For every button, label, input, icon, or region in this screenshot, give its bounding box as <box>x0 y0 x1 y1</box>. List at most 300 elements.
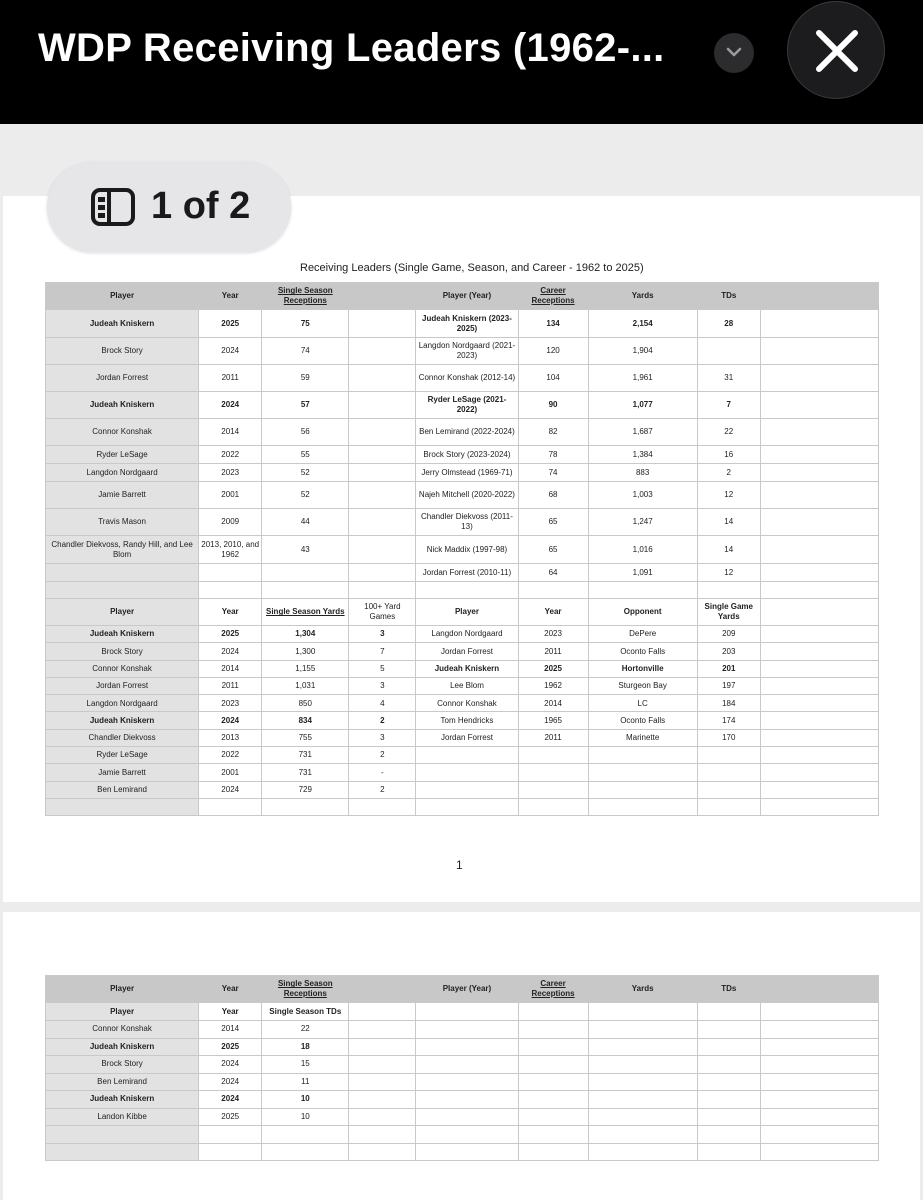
table-cell <box>588 1021 697 1039</box>
table-cell: Nick Maddix (1997-98) <box>416 536 518 564</box>
table-cell: 2014 <box>518 695 588 712</box>
table-cell <box>349 1126 416 1144</box>
table-cell: 2 <box>349 712 416 729</box>
table-cell <box>760 1038 878 1056</box>
table-cell: 2023 <box>518 626 588 643</box>
table-row <box>46 509 879 536</box>
table-cell: Connor Konshak (2012-14) <box>416 365 518 392</box>
table-title: Receiving Leaders (Single Game, Season, and Career - 1962 to 2025) <box>300 262 644 274</box>
table-cell: Ryder LeSage <box>46 446 199 464</box>
column-header <box>349 976 416 1003</box>
column-header <box>349 1003 416 1021</box>
column-header: Single Season Yards <box>262 599 349 626</box>
table-row <box>46 446 879 464</box>
table-cell <box>697 1038 760 1056</box>
expand-title-button[interactable] <box>714 33 754 73</box>
table-cell <box>349 419 416 446</box>
table-cell <box>416 1073 518 1091</box>
table-cell: 2024 <box>199 1073 262 1091</box>
column-header: Player <box>46 1003 199 1021</box>
table-cell <box>760 712 878 729</box>
table-cell: 1,300 <box>262 643 349 660</box>
table-row <box>46 1091 879 1109</box>
table-cell: 2 <box>349 747 416 764</box>
table-cell: 2024 <box>199 781 262 798</box>
table-cell <box>588 1056 697 1074</box>
table-cell <box>518 1143 588 1161</box>
table-cell <box>760 677 878 694</box>
table-cell: 834 <box>262 712 349 729</box>
table-cell: Ryder LeSage (2021-2022) <box>416 392 518 419</box>
table-cell: Jamie Barrett <box>46 764 199 781</box>
chevron-down-icon <box>724 45 744 61</box>
table-cell <box>760 660 878 677</box>
table-cell <box>588 1091 697 1109</box>
table-cell: 2024 <box>199 338 262 365</box>
column-header: Career Receptions <box>518 976 588 1003</box>
table-cell: Lee Blom <box>416 677 518 694</box>
table-cell <box>588 1143 697 1161</box>
close-icon <box>813 27 861 75</box>
column-header: TDs <box>697 976 760 1003</box>
table-cell: 52 <box>262 482 349 509</box>
table-cell: 883 <box>588 464 697 482</box>
table-cell <box>349 509 416 536</box>
page-indicator[interactable] <box>47 162 291 252</box>
table-cell: 1,155 <box>262 660 349 677</box>
table-cell: Brock Story <box>46 1056 199 1074</box>
table-row <box>46 1021 879 1039</box>
table-cell <box>697 1126 760 1144</box>
table-cell <box>760 1143 878 1161</box>
table-cell: 7 <box>697 392 760 419</box>
column-header: Year <box>199 283 262 310</box>
column-header: Year <box>518 599 588 626</box>
table-cell <box>349 392 416 419</box>
table-cell <box>760 582 878 599</box>
column-header: Player <box>416 599 518 626</box>
table-row <box>46 536 879 564</box>
table-cell <box>518 1038 588 1056</box>
table-cell <box>416 1021 518 1039</box>
table-cell: Judeah Kniskern <box>46 712 199 729</box>
table-cell: 2 <box>697 464 760 482</box>
table-cell <box>760 798 878 815</box>
column-header: Career Receptions <box>518 283 588 310</box>
table-cell <box>518 781 588 798</box>
table-cell: 59 <box>262 365 349 392</box>
table-row <box>46 310 879 338</box>
page-indicator-label: 1 of 2 <box>151 185 251 227</box>
table-cell: 3 <box>349 626 416 643</box>
table-cell <box>697 1021 760 1039</box>
table-cell: 1,247 <box>588 509 697 536</box>
table-cell <box>262 1143 349 1161</box>
table-cell: 184 <box>697 695 760 712</box>
table-cell <box>349 582 416 599</box>
table-cell <box>46 798 199 815</box>
table-cell: 65 <box>518 536 588 564</box>
table-cell: 2011 <box>518 729 588 746</box>
table-cell: 1,384 <box>588 446 697 464</box>
table-cell: Judeah Kniskern <box>46 626 199 643</box>
table-cell: Jamie Barrett <box>46 482 199 509</box>
table-row <box>46 712 879 729</box>
table-cell: 174 <box>697 712 760 729</box>
table-cell: 14 <box>697 509 760 536</box>
table-cell <box>349 446 416 464</box>
table-cell: Tom Hendricks <box>416 712 518 729</box>
table-cell <box>760 564 878 582</box>
table-cell: Judeah Kniskern <box>46 392 199 419</box>
table-cell: 16 <box>697 446 760 464</box>
table-cell <box>349 482 416 509</box>
table-cell: Brock Story <box>46 338 199 365</box>
table-cell <box>760 695 878 712</box>
table-cell <box>697 764 760 781</box>
table-cell: Langdon Nordgaard <box>46 464 199 482</box>
table-cell <box>760 643 878 660</box>
table-cell <box>349 1073 416 1091</box>
table-cell <box>416 582 518 599</box>
table-cell: 2001 <box>199 764 262 781</box>
table-row <box>46 419 879 446</box>
column-header <box>760 1003 878 1021</box>
table-cell: LC <box>588 695 697 712</box>
table-cell: 56 <box>262 419 349 446</box>
table-cell <box>518 798 588 815</box>
table-cell: 2023 <box>199 695 262 712</box>
table-cell <box>416 1126 518 1144</box>
table-cell <box>46 564 199 582</box>
table-cell: 82 <box>518 419 588 446</box>
table-cell: 5 <box>349 660 416 677</box>
table-cell: 74 <box>518 464 588 482</box>
column-header: Player (Year) <box>416 976 518 1003</box>
column-header <box>349 283 416 310</box>
table-cell <box>262 1126 349 1144</box>
table-cell: 2014 <box>199 419 262 446</box>
table-cell <box>760 1073 878 1091</box>
table-row <box>46 626 879 643</box>
table-cell: Langdon Nordgaard <box>416 626 518 643</box>
table-cell: Connor Konshak <box>46 1021 199 1039</box>
table-cell: 65 <box>518 509 588 536</box>
table-cell: 2024 <box>199 1091 262 1109</box>
table-cell <box>349 798 416 815</box>
table-cell: Ryder LeSage <box>46 747 199 764</box>
table-cell: Marinette <box>588 729 697 746</box>
table-cell: 2024 <box>199 712 262 729</box>
table-cell: 197 <box>697 677 760 694</box>
table-cell <box>588 1126 697 1144</box>
table-cell: Ben Lemirand <box>46 1073 199 1091</box>
table-cell: Jordan Forrest <box>46 365 199 392</box>
table-cell <box>416 764 518 781</box>
table-cell: Jordan Forrest <box>416 729 518 746</box>
table-cell: Ben Lemirand (2022-2024) <box>416 419 518 446</box>
column-header: Player (Year) <box>416 283 518 310</box>
table-cell <box>697 747 760 764</box>
table-cell <box>416 1143 518 1161</box>
table-cell: 2011 <box>199 677 262 694</box>
table-cell: Langdon Nordgaard <box>46 695 199 712</box>
close-button[interactable] <box>787 1 885 99</box>
table-row <box>46 564 879 582</box>
page-sidebar-icon <box>91 188 135 226</box>
table-row <box>46 1126 879 1144</box>
table-cell: 90 <box>518 392 588 419</box>
column-header <box>697 1003 760 1021</box>
table-cell: 2013, 2010, and 1962 <box>199 536 262 564</box>
table-row <box>46 338 879 365</box>
table-cell: 1,077 <box>588 392 697 419</box>
table-cell <box>697 1143 760 1161</box>
table-cell <box>760 464 878 482</box>
table-cell: 1,687 <box>588 419 697 446</box>
table-cell: 52 <box>262 464 349 482</box>
table-cell <box>760 392 878 419</box>
table-cell: Jordan Forrest (2010-11) <box>416 564 518 582</box>
table-cell <box>697 1073 760 1091</box>
table-cell <box>518 1073 588 1091</box>
table-cell: 28 <box>697 310 760 338</box>
table-cell <box>518 1056 588 1074</box>
table-row <box>46 1038 879 1056</box>
column-header: Single Season TDs <box>262 1003 349 1021</box>
column-header: Player <box>46 283 199 310</box>
table-cell: Jordan Forrest <box>416 643 518 660</box>
table-cell <box>697 1108 760 1126</box>
table-cell <box>349 365 416 392</box>
table-row <box>46 392 879 419</box>
table-cell <box>518 1021 588 1039</box>
table-cell: 68 <box>518 482 588 509</box>
table-cell: Judeah Kniskern <box>46 310 199 338</box>
table-cell: - <box>349 764 416 781</box>
table-cell <box>349 1021 416 1039</box>
table-cell: Connor Konshak <box>46 660 199 677</box>
table-cell: 57 <box>262 392 349 419</box>
table-cell: 14 <box>697 536 760 564</box>
table-cell <box>760 781 878 798</box>
table-cell: 12 <box>697 564 760 582</box>
table-cell <box>349 464 416 482</box>
table-cell: 43 <box>262 536 349 564</box>
table-cell <box>199 564 262 582</box>
table-cell: 134 <box>518 310 588 338</box>
table-cell <box>760 365 878 392</box>
table-cell: Sturgeon Bay <box>588 677 697 694</box>
table-cell <box>199 1126 262 1144</box>
column-header: Yards <box>588 283 697 310</box>
table-cell <box>46 1126 199 1144</box>
table-cell <box>518 747 588 764</box>
table-cell: Ben Lemirand <box>46 781 199 798</box>
table-cell: 104 <box>518 365 588 392</box>
table-cell: 1,031 <box>262 677 349 694</box>
table-row <box>46 695 879 712</box>
header-row <box>46 599 879 626</box>
table-cell: 2024 <box>199 392 262 419</box>
table-cell <box>349 310 416 338</box>
column-header: TDs <box>697 283 760 310</box>
table-cell: 1,304 <box>262 626 349 643</box>
table-cell <box>262 564 349 582</box>
table-cell <box>760 536 878 564</box>
table-row <box>46 365 879 392</box>
table-cell <box>760 1021 878 1039</box>
table-cell <box>760 338 878 365</box>
column-header: Player <box>46 599 199 626</box>
table-row <box>46 1143 879 1161</box>
table-cell <box>262 798 349 815</box>
table-cell: 2024 <box>199 643 262 660</box>
column-header: Player <box>46 976 199 1003</box>
table-cell: 2011 <box>518 643 588 660</box>
table-cell: 170 <box>697 729 760 746</box>
table-cell: 3 <box>349 677 416 694</box>
receiving-leaders-table <box>45 282 879 816</box>
table-cell <box>588 582 697 599</box>
table-cell: 11 <box>262 1073 349 1091</box>
table-cell <box>199 1143 262 1161</box>
table-row <box>46 464 879 482</box>
table-cell <box>416 1056 518 1074</box>
table-cell: 731 <box>262 747 349 764</box>
table-cell: Langdon Nordgaard (2021-2023) <box>416 338 518 365</box>
table-cell: 209 <box>697 626 760 643</box>
table-cell: 64 <box>518 564 588 582</box>
table-cell <box>349 1056 416 1074</box>
table-cell: 3 <box>349 729 416 746</box>
column-header: Year <box>199 1003 262 1021</box>
header-row <box>46 976 879 1003</box>
table-cell: 2013 <box>199 729 262 746</box>
table-cell <box>518 1091 588 1109</box>
table-cell <box>349 564 416 582</box>
column-header: Single Game Yards <box>697 599 760 626</box>
table-cell <box>760 747 878 764</box>
table-cell <box>760 1126 878 1144</box>
table-cell <box>518 764 588 781</box>
table-cell: 2024 <box>199 1056 262 1074</box>
table-cell <box>349 338 416 365</box>
touchdowns-table <box>45 975 879 1161</box>
table-cell: 78 <box>518 446 588 464</box>
table-cell: 18 <box>262 1038 349 1056</box>
table-cell: 55 <box>262 446 349 464</box>
table-cell: 2025 <box>518 660 588 677</box>
table-row <box>46 660 879 677</box>
table-cell: 203 <box>697 643 760 660</box>
column-header <box>416 1003 518 1021</box>
table-cell <box>697 1056 760 1074</box>
table-cell <box>760 1091 878 1109</box>
table-cell <box>416 1038 518 1056</box>
table-row <box>46 1056 879 1074</box>
table-cell <box>588 781 697 798</box>
table-cell: 201 <box>697 660 760 677</box>
table-cell: 1965 <box>518 712 588 729</box>
table-cell: Chandler Diekvoss, Randy Hill, and Lee Blom <box>46 536 199 564</box>
table-cell <box>588 747 697 764</box>
table-row <box>46 1108 879 1126</box>
table-cell <box>416 798 518 815</box>
table-cell <box>760 310 878 338</box>
table-cell: 44 <box>262 509 349 536</box>
table-cell <box>760 482 878 509</box>
table-cell: 2025 <box>199 626 262 643</box>
table-row <box>46 798 879 815</box>
table-cell <box>697 781 760 798</box>
table-cell <box>697 582 760 599</box>
table-cell: 10 <box>262 1091 349 1109</box>
table-cell: Jordan Forrest <box>46 677 199 694</box>
table-cell: Connor Konshak <box>416 695 518 712</box>
table-cell <box>518 582 588 599</box>
table-cell <box>46 1143 199 1161</box>
table-cell <box>697 338 760 365</box>
table-cell: 7 <box>349 643 416 660</box>
table-cell <box>588 798 697 815</box>
table-row <box>46 677 879 694</box>
column-header <box>760 599 878 626</box>
table-cell: Connor Konshak <box>46 419 199 446</box>
table-cell: 755 <box>262 729 349 746</box>
table-cell <box>349 1091 416 1109</box>
table-cell <box>349 1108 416 1126</box>
table-cell <box>760 764 878 781</box>
table-cell <box>588 1073 697 1091</box>
table-cell: 22 <box>262 1021 349 1039</box>
table-cell: Judeah Kniskern <box>46 1091 199 1109</box>
table-row <box>46 643 879 660</box>
table-cell: 2011 <box>199 365 262 392</box>
table-cell <box>199 798 262 815</box>
table-cell: 2025 <box>199 1108 262 1126</box>
table-cell: Hortonville <box>588 660 697 677</box>
column-header <box>588 1003 697 1021</box>
table-cell: 1,016 <box>588 536 697 564</box>
table-cell <box>588 1108 697 1126</box>
table-cell <box>760 446 878 464</box>
header-row <box>46 1003 879 1021</box>
table-cell: 10 <box>262 1108 349 1126</box>
table-row <box>46 747 879 764</box>
table-cell <box>262 582 349 599</box>
table-cell <box>588 1038 697 1056</box>
table-cell: Brock Story (2023-2024) <box>416 446 518 464</box>
table-cell <box>760 729 878 746</box>
table-cell <box>760 419 878 446</box>
table-cell <box>760 1108 878 1126</box>
table-cell: 1,904 <box>588 338 697 365</box>
table-cell: Chandler Diekvoss <box>46 729 199 746</box>
column-header <box>760 976 878 1003</box>
table-cell: 2023 <box>199 464 262 482</box>
column-header <box>760 283 878 310</box>
table-cell: 1,961 <box>588 365 697 392</box>
table-cell <box>697 1091 760 1109</box>
column-header: 100+ Yard Games <box>349 599 416 626</box>
table-cell: 731 <box>262 764 349 781</box>
table-cell: 12 <box>697 482 760 509</box>
table-cell: Najeh Mitchell (2020-2022) <box>416 482 518 509</box>
table-row <box>46 582 879 599</box>
table-cell: 74 <box>262 338 349 365</box>
table-cell: 2 <box>349 781 416 798</box>
